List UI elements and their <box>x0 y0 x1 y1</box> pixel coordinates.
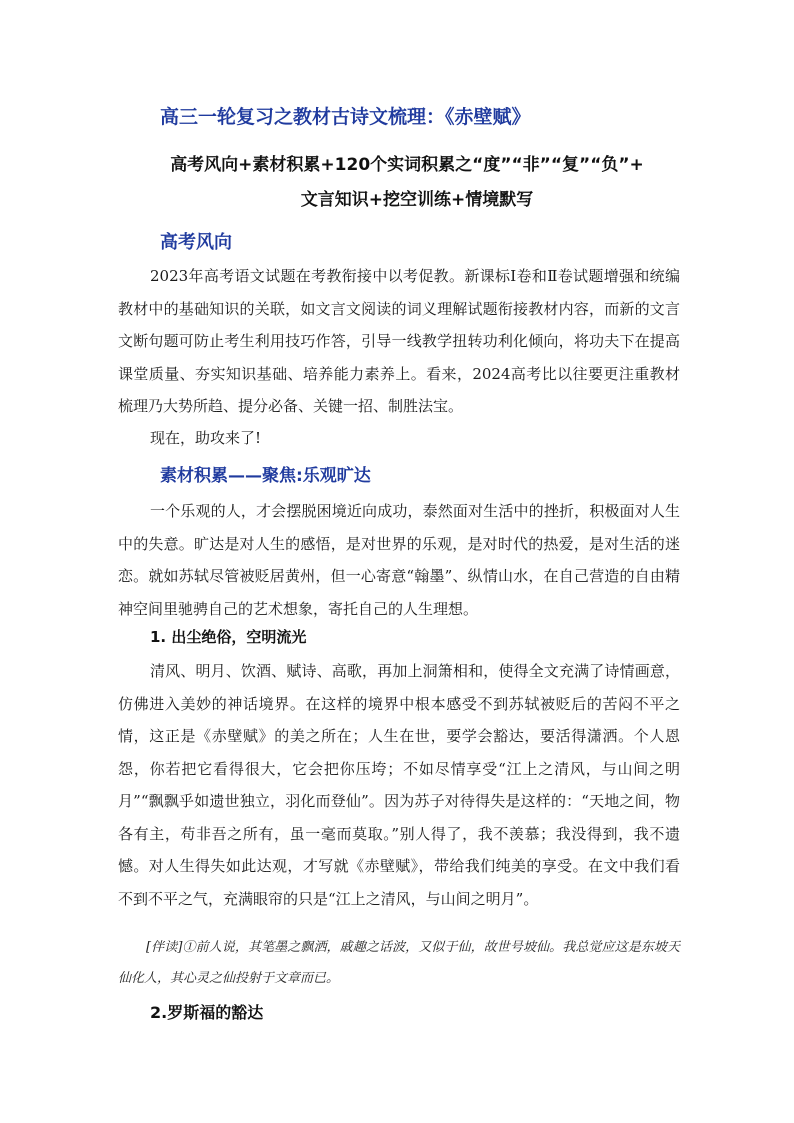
gaokao-trend-paragraph: 2023年高考语文试题在考教衔接中以考促教。新课标Ⅰ卷和Ⅱ卷试题增强和统编教材中的基础知识的关联，如文言文阅读的词义理解试题衔接教材内容，而新的文言文断句题可防止考生利用技巧作答，引导一线教学扭转功利化倾向，将功夫下在提高课堂质量、夯实知识基础、培养能力素养上。看来，2024高考比以往要更注重教材梳理乃大势所趋、提分必备、关键一招、制胜法宝。 <box>118 267 680 415</box>
section-heading-material: 素材积累——聚焦:乐观旷达 <box>160 466 371 486</box>
section-heading-gaokao-trend: 高考风向 <box>160 232 232 253</box>
document-subtitle-line2: 文言知识+挖空训练+情境默写 <box>300 190 534 210</box>
gaokao-trend-closing: 现在，助攻来了! <box>150 429 262 447</box>
document-title: 高三一轮复习之教材古诗文梳理：《赤壁赋》 <box>160 106 531 128</box>
material-intro-paragraph: 一个乐观的人，才会摆脱困境近向成功，泰然面对生活中的挫折，积极面对人生中的失意。旷达是对人生的感悟，是对世界的乐观，是对时代的热爱，是对生活的迷恋。就如苏轼尽管被贬居黄州，但一心寄意“翰墨”、纵情山水，在自己营造的自由精神空间里驰骋自己的艺术想象，寄托自己的人生理想。 <box>118 502 680 618</box>
item1-reading-note: [伴读]①前人说，其笔墨之飘洒，戚趣之话波，又似于仙，故世号坡仙。我总觉应这是东坡天仙化人，其心灵之仙投射于文章而已。 <box>118 940 680 986</box>
item1-heading: 1. 出尘绝俗，空明流光 <box>150 628 307 646</box>
item1-paragraph: 清风、明月、饮酒、赋诗、高歌，再加上洞箫相和，使得全文充满了诗情画意，仿佛进入美妙的神话境界。在这样的境界中根本感受不到苏轼被贬后的苦闷不平之情，这正是《赤壁赋》的美之所在；人生在世，要学会豁达，要活得潇洒。个人恩怨，你若把它看得很大，它会把你压垮；不如尽情享受“江上之清风，与山间之明月”“飘飘乎如遗世独立，羽化而登仙”。因为苏子对待得失是这样的：“天地之间，物各有主，苟非吾之所有，虽一毫而莫取。”别人得了，我不羡慕；我没得到，我不遗憾。对人生得失如此达观，才写就《赤壁赋》，带给我们纯美的享受。在文中我们看不到不平之气，充满眼帘的只是“江上之清风，与山间之明月”。 <box>118 662 680 908</box>
document-subtitle-line1: 高考风向+素材积累+120个实词积累之“度”“非”“复”“负”+ <box>170 155 644 175</box>
item2-heading: 2.罗斯福的豁达 <box>150 1003 264 1022</box>
